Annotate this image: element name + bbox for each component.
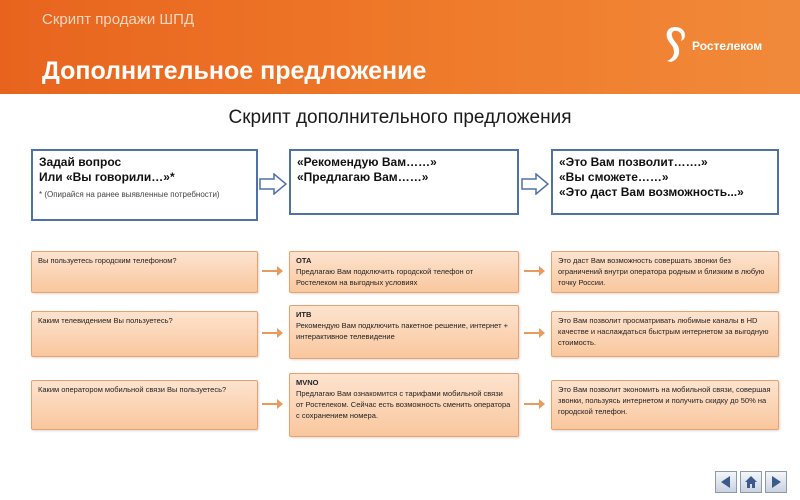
question-text: Вы пользуетесь городским телефоном? xyxy=(38,256,177,265)
step-benefit-box xyxy=(551,149,779,215)
arrow-left-icon xyxy=(719,475,733,489)
step-ask-box xyxy=(31,149,258,221)
home-icon xyxy=(744,475,758,489)
step-benefit-line1: «Это Вам позволит…….» xyxy=(559,155,708,169)
step-ask-line1: Задай вопрос xyxy=(39,155,122,169)
rostelecom-logo xyxy=(662,24,782,64)
step-offer-line1: «Рекомендую Вам……» xyxy=(297,155,437,169)
benefit-text: Это Вам позволит экономить на мобильной связи, совершая звонки, пользуясь интернетом и получить скидку до 50% на городской телефон. xyxy=(558,385,771,416)
flow-arrow-icon xyxy=(521,173,549,195)
offer-text: Рекомендую Вам подключить пакетное решение, интернет + интерактивное телевидение xyxy=(296,321,508,341)
home-button[interactable] xyxy=(740,471,762,493)
offer-title: ИТВ xyxy=(296,310,312,319)
flow-arrow-icon xyxy=(259,173,287,195)
benefit-text: Это даст Вам возможность совершать звонки без ограничений внутри оператора родным и близким в любую точку России. xyxy=(558,256,765,287)
logo-wordmark: Ростелеком xyxy=(692,39,763,53)
step-offer-line2: «Предлагаю Вам……» xyxy=(297,170,429,184)
step-benefit-line2: «Вы сможете……» xyxy=(559,170,669,184)
question-box xyxy=(31,311,258,357)
row-arrow-icon xyxy=(262,327,284,339)
offer-box xyxy=(289,373,519,437)
row-arrow-icon xyxy=(524,398,546,410)
slide-title: Дополнительное предложение xyxy=(42,57,427,85)
offer-title: ОТА xyxy=(296,256,312,265)
row-arrow-icon xyxy=(524,265,546,277)
step-ask-line2: Или «Вы говорили…»* xyxy=(39,170,175,184)
presentation-subtitle: Скрипт продажи ШПД xyxy=(42,11,195,28)
question-box xyxy=(31,380,258,430)
benefit-text: Это Вам позволит просматривать любимые каналы в HD качестве и наслаждаться быстрым интернетом за выгодную стоимость. xyxy=(558,316,769,347)
arrow-right-icon xyxy=(769,475,783,489)
benefit-box xyxy=(551,380,779,430)
question-text: Каким телевидением Вы пользуетесь? xyxy=(38,316,173,325)
row-arrow-icon xyxy=(524,327,546,339)
step-ask-note: * (Опирайся на ранее выявленные потребности) xyxy=(39,190,220,199)
offer-text: Предлагаю Вам подключить городской телефон от Ростелеком на выгодных условиях xyxy=(296,267,474,287)
offer-title: MVNO xyxy=(296,378,319,387)
step-offer-box xyxy=(289,149,519,215)
benefit-box xyxy=(551,311,779,357)
question-text: Каким оператором мобильной связи Вы пользуетесь? xyxy=(38,385,227,394)
row-arrow-icon xyxy=(262,265,284,277)
script-title: Скрипт дополнительного предложения xyxy=(228,107,572,128)
offer-text: Предлагаю Вам ознакомится с тарифами мобильной связи от Ростелеком. Сейчас есть возможность сменить оператора с сохранением номера. xyxy=(296,389,511,420)
offer-box xyxy=(289,251,519,293)
offer-box xyxy=(289,305,519,359)
next-slide-button[interactable] xyxy=(765,471,787,493)
rostelecom-logo-icon xyxy=(662,24,688,64)
step-benefit-line3: «Это даст Вам возможность...» xyxy=(559,185,744,199)
previous-slide-button[interactable] xyxy=(715,471,737,493)
header-banner xyxy=(0,0,800,94)
row-arrow-icon xyxy=(262,398,284,410)
benefit-box xyxy=(551,251,779,293)
question-box xyxy=(31,251,258,293)
